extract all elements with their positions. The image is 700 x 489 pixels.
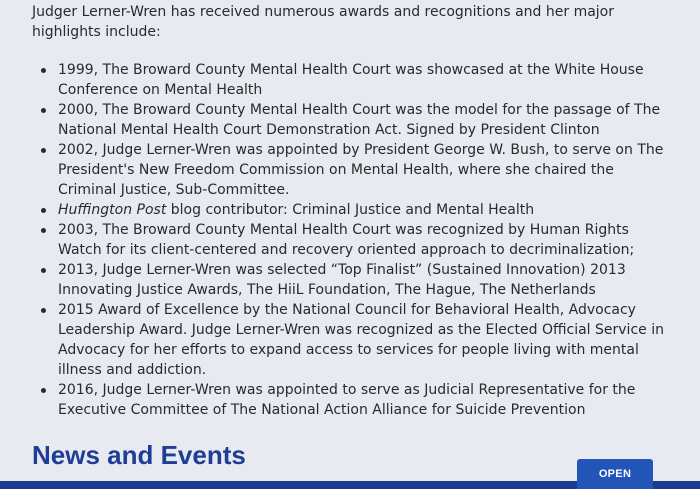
highlights-list: [32, 60, 672, 420]
list-item-text: 2016, Judge Lerner-Wren was appointed to serve as Judicial Representative for the Executive Committee of The National Action Alliance for Suicide Prevention: [58, 382, 636, 418]
list-item: [32, 60, 672, 100]
bullet-icon: [41, 268, 46, 273]
bullet-icon: [41, 388, 46, 393]
list-item: [32, 140, 672, 200]
bullet-icon: [41, 148, 46, 153]
intro-text: Judger Lerner-Wren has received numerous awards and recognitions and her major highlights include:: [32, 4, 615, 40]
list-item: [32, 220, 672, 260]
section-title-news-events: News and Events: [32, 440, 246, 470]
list-item-text: blog contributor: Criminal Justice and Mental Health: [166, 202, 535, 218]
list-item: [32, 260, 672, 300]
list-item: [32, 380, 672, 420]
list-item-text: 2015 Award of Excellence by the National Council for Behavioral Health, Advocacy Leadership Award. Judge Lerner-Wren was recognized as the Elected Official Service in Advocacy for her efforts to expand access to services for people living with mental illness and addiction.: [58, 302, 664, 378]
bullet-icon: [41, 108, 46, 113]
bullet-icon: [41, 308, 46, 313]
bullet-icon: [41, 208, 46, 213]
list-item-text: 2000, The Broward County Mental Health Court was the model for the passage of The National Mental Health Court Demonstration Act. Signed by President Clinton: [58, 102, 661, 138]
list-item: [32, 300, 672, 380]
bullet-icon: [41, 68, 46, 73]
publication-name: Huffington Post: [58, 202, 167, 218]
list-item-text: 2003, The Broward County Mental Health Court was recognized by Human Rights Watch for its client-centered and recovery oriented approach to decriminalization;: [58, 222, 635, 258]
bullet-icon: [41, 228, 46, 233]
list-item-text: 2002, Judge Lerner-Wren was appointed by President George W. Bush, to serve on The President's New Freedom Commission on Mental Health, where she chaired the Criminal Justice, Sub-Committee.: [58, 142, 664, 198]
list-item: [32, 100, 672, 140]
list-item-text: 2013, Judge Lerner-Wren was selected “Top Finalist” (Sustained Innovation) 2013 Innovating Justice Awards, The HiiL Foundation, The Hague, The Netherlands: [58, 262, 626, 298]
list-item-text: 1999, The Broward County Mental Health Court was showcased at the White House Conference on Mental Health: [58, 62, 644, 98]
article-content: [32, 0, 672, 420]
open-button[interactable]: OPEN: [577, 459, 653, 489]
list-item: [32, 200, 672, 220]
